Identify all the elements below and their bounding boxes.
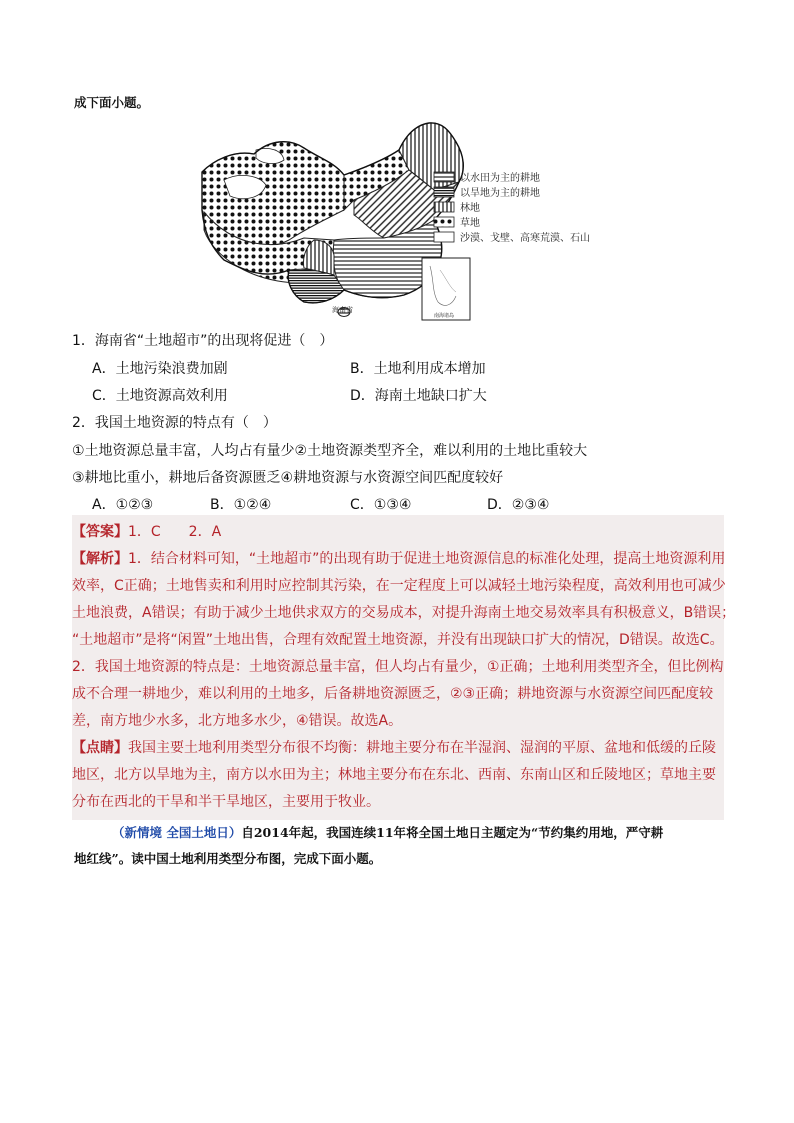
south-china-sea-inset [422,258,470,320]
analysis-line-7: 差，南方地少水多，北方地多水少，④错误。故选A。 [72,713,403,729]
q2-option-b[interactable]: B．①②④ [210,497,272,513]
legend-swatch-dryland [434,187,454,197]
analysis-tag: 【解析】 [72,551,128,567]
comment-text-1: 我国主要土地利用类型分布很不均衡：耕地主要分布在半湿润、湿润的平原、盆地和低缓的丘陵 [128,740,716,756]
intro-text: 成下面小题。 [74,95,150,110]
analysis-line-1 [72,548,725,568]
q2-statement-1: ①土地资源总量丰富，人均占有量少②土地资源类型齐全，难以利用的土地比重较大 [72,443,588,459]
q2-option-c[interactable]: C．①③④ [350,497,412,513]
legend-swatch-forest [434,202,454,212]
land-use-map [194,120,604,325]
closing-line-2: 地红线”。读中国土地利用类型分布图，完成下面小题。 [74,851,382,866]
legend-swatch-desert [434,232,454,242]
comment-line-1 [72,737,716,757]
legend-label-grassland: 草地 [460,218,480,229]
analysis-line-3: 土地浪费，A错误；有助于减少土地供求双方的交易成本，对提升海南土地交易效率具有积极意义，B错误； [72,605,736,621]
q2-stem: 2．我国土地资源的特点有（ ） [72,415,277,431]
q2-statement-2: ③耕地比重小，耕地后备资源匮乏④耕地资源与水资源空间匹配度较好 [72,470,504,486]
closing-tag: （新情境 全国土地日） [112,825,242,840]
analysis-line-6: 成不合理一耕地少，难以利用的土地多，后备耕地资源匮乏，②③正确；耕地资源与水资源空间匹配度较 [72,686,714,702]
q1-stem: 1．海南省“土地超市”的出现将促进（ ） [72,333,334,349]
q2-option-d[interactable]: D．②③④ [487,497,550,513]
comment-line-3: 分布在西北的干旱和半干旱地区，主要用于牧业。 [72,794,380,810]
q1-option-a[interactable]: A．土地污染浪费加剧 [92,361,228,377]
inset-label: 南海诸岛 [434,313,455,319]
comment-tag: 【点睛】 [72,740,128,756]
china-map-figure [194,120,604,325]
answer-text: 1．C 2．A [128,524,222,540]
analysis-line-4: “土地超市”是将“闲置”土地出售，合理有效配置土地资源，并没有出现缺口扩大的情况，D错误。故选C。 [72,632,724,648]
analysis-line-2: 效率，C正确；土地售卖和利用时应控制其污染，在一定程度上可以减轻土地污染程度，高效利用也可减少 [72,578,726,594]
legend-label-paddy: 以水田为主的耕地 [460,173,540,184]
q2-option-a[interactable]: A．①②③ [92,497,154,513]
q1-option-c[interactable]: C．土地资源高效利用 [92,388,228,404]
hainan-label: 海南省 [332,306,353,314]
analysis-text-1: 1．结合材料可知，“土地超市”的出现有助于促进土地资源信息的标准化处理，提高土地资源利用 [128,551,726,567]
legend-label-desert: 沙漠、戈壁、高寒荒漠、石山 [460,233,590,244]
answer-tag: 【答案】 [72,524,128,540]
legend-label-forest: 林地 [460,203,480,214]
answer-line [72,521,221,541]
closing-text-1: 自2014年起，我国连续11年将全国土地日主题定为“节约集约用地，严守耕 [241,825,664,840]
legend-swatch-paddy [434,172,454,182]
analysis-line-5: 2．我国土地资源的特点是：土地资源总量丰富，但人均占有量少，①正确；土地利用类型齐全，但比例构 [72,659,724,675]
comment-line-2: 地区，北方以旱地为主，南方以水田为主；林地主要分布在东北、西南、东南山区和丘陵地区；草地主要 [72,767,716,783]
legend-label-dryland: 以旱地为主的耕地 [460,188,540,199]
q1-option-b[interactable]: B．土地利用成本增加 [350,361,486,377]
legend-swatch-grassland [434,217,454,227]
q1-option-d[interactable]: D．海南土地缺口扩大 [350,388,487,404]
closing-line-1 [112,823,663,841]
